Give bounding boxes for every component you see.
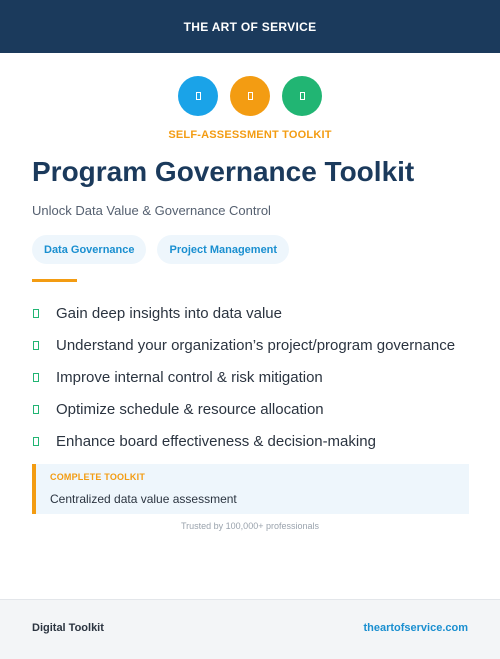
toolkit-icon bbox=[178, 76, 218, 116]
footer-label: Digital Toolkit bbox=[32, 622, 104, 634]
governance-icon bbox=[230, 76, 270, 116]
check-icon bbox=[33, 373, 39, 382]
tag-project-management[interactable]: Project Management bbox=[157, 235, 289, 264]
benefit-text: Optimize schedule & resource allocation bbox=[56, 400, 324, 418]
check-icon bbox=[33, 437, 39, 446]
brand-name: THE ART OF SERVICE bbox=[183, 19, 317, 34]
benefit-text: Understand your organization’s project/program governance bbox=[56, 336, 456, 354]
website-link[interactable]: theartofservice.com bbox=[363, 622, 468, 634]
page-title: Program Governance Toolkit bbox=[32, 156, 415, 187]
footer-bar bbox=[0, 599, 500, 659]
list-item bbox=[32, 425, 482, 457]
benefit-text: Gain deep insights into data value bbox=[56, 304, 282, 322]
tag-data-governance[interactable]: Data Governance bbox=[32, 235, 146, 264]
insight-icon bbox=[282, 76, 322, 116]
list-item bbox=[32, 361, 482, 393]
page-subtitle: Unlock Data Value & Governance Control bbox=[32, 203, 271, 218]
list-item bbox=[32, 297, 482, 329]
callout-text: Centralized data value assessment bbox=[50, 492, 237, 506]
toolkit-callout bbox=[32, 464, 469, 514]
list-item bbox=[32, 329, 482, 361]
trust-note: Trusted by 100,000+ professionals bbox=[180, 521, 319, 531]
benefit-text: Enhance board effectiveness & decision-making bbox=[56, 432, 376, 450]
benefit-list bbox=[32, 297, 482, 457]
section-kicker: SELF-ASSESSMENT TOOLKIT bbox=[168, 129, 332, 141]
check-icon bbox=[33, 341, 39, 350]
callout-label: COMPLETE TOOLKIT bbox=[50, 472, 146, 482]
list-item bbox=[32, 393, 482, 425]
check-icon bbox=[33, 405, 39, 414]
check-icon bbox=[33, 309, 39, 318]
benefit-text: Improve internal control & risk mitigation bbox=[56, 368, 323, 386]
icon-row bbox=[0, 76, 500, 116]
accent-divider bbox=[32, 279, 77, 282]
tag-list bbox=[32, 235, 289, 264]
header-bar bbox=[0, 0, 500, 53]
